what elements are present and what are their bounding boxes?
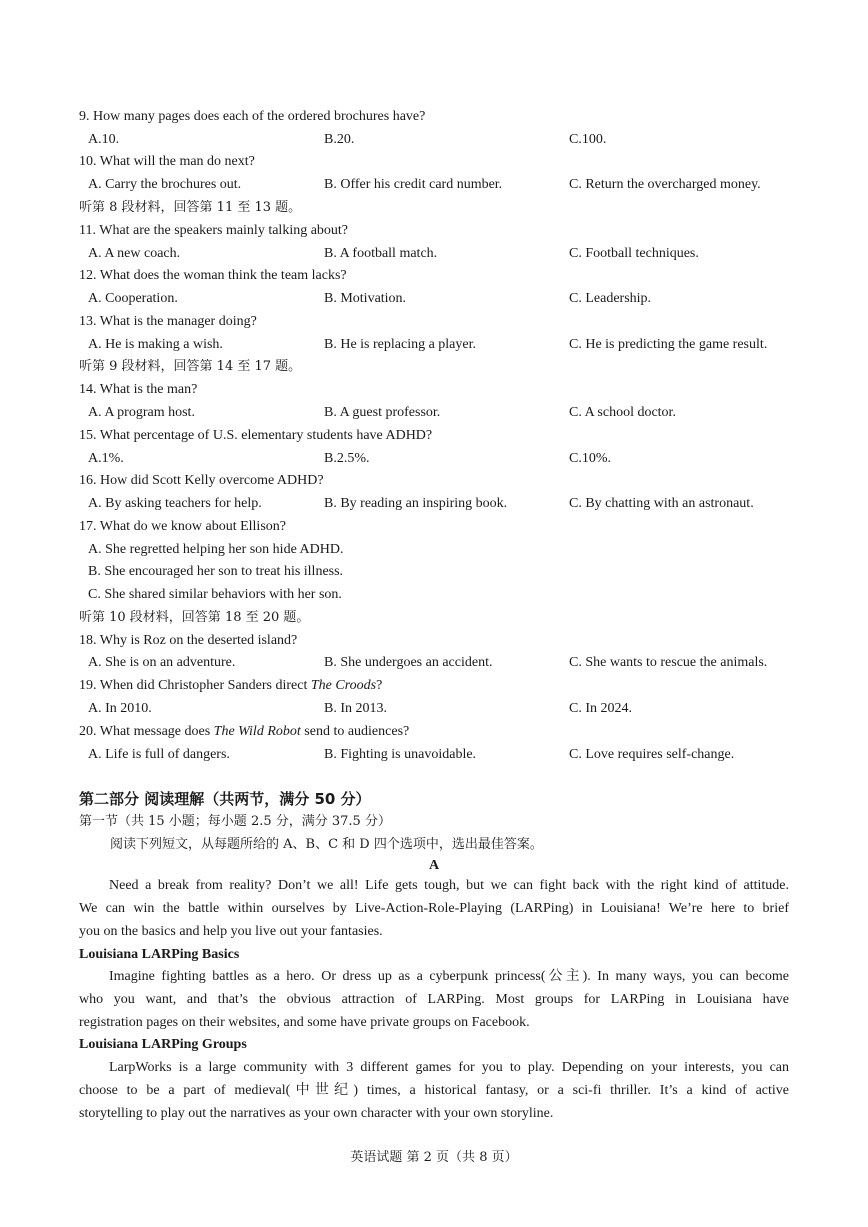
question-12: 12. What does the woman think the team lacks? bbox=[79, 268, 347, 283]
option-11c: C. Football techniques. bbox=[569, 246, 699, 261]
option-18a: A. She is on an adventure. bbox=[88, 655, 236, 670]
question-20-end: send to audiences? bbox=[300, 724, 410, 739]
option-18b: B. She undergoes an accident. bbox=[324, 655, 493, 670]
reading-instruction: 阅读下列短文，从每题所给的 A、B、C 和 D 四个选项中，选出最佳答案。 bbox=[110, 837, 543, 852]
option-17a: A. She regretted helping her son hide ADHD. bbox=[88, 542, 344, 557]
paragraph-3-line-2: choose to be a part of medieval(中世纪) times, a historical fantasy, or a sci-fi thriller. It’s a kind of active bbox=[79, 1083, 789, 1098]
option-17c: C. She shared similar behaviors with her son. bbox=[88, 587, 342, 602]
option-13c: C. He is predicting the game result. bbox=[569, 337, 768, 352]
question-14: 14. What is the man? bbox=[79, 382, 198, 397]
option-12a: A. Cooperation. bbox=[88, 291, 178, 306]
paragraph-1-line-3: you on the basics and help you live out your fantasies. bbox=[79, 924, 383, 939]
subheading-basics: Louisiana LARPing Basics bbox=[79, 947, 240, 962]
option-10a: A. Carry the brochures out. bbox=[88, 177, 242, 192]
option-15b: B.2.5%. bbox=[324, 451, 370, 466]
paragraph-3-line-3: storytelling to play out the narratives as your own character with your own storyline. bbox=[79, 1106, 554, 1121]
option-20b: B. Fighting is unavoidable. bbox=[324, 747, 477, 762]
option-14c: C. A school doctor. bbox=[569, 405, 676, 420]
option-10b: B. Offer his credit card number. bbox=[324, 177, 503, 192]
question-18: 18. Why is Roz on the deserted island? bbox=[79, 633, 298, 648]
question-19-end: ? bbox=[376, 678, 383, 693]
question-16: 16. How did Scott Kelly overcome ADHD? bbox=[79, 473, 324, 488]
option-18c: C. She wants to rescue the animals. bbox=[569, 655, 768, 670]
question-15: 15. What percentage of U.S. elementary students have ADHD? bbox=[79, 428, 433, 443]
option-20c: C. Love requires self-change. bbox=[569, 747, 735, 762]
question-19-text: 19. When did Christopher Sanders direct bbox=[79, 678, 311, 693]
option-12c: C. Leadership. bbox=[569, 291, 652, 306]
option-19b: B. In 2013. bbox=[324, 701, 387, 716]
option-9a: A.10. bbox=[88, 132, 120, 147]
question-20-title: The Wild Robot bbox=[213, 724, 301, 739]
option-16c: C. By chatting with an astronaut. bbox=[569, 496, 754, 511]
material-10-instruction: 听第 10 段材料，回答第 18 至 20 题。 bbox=[79, 610, 310, 625]
option-20a: A. Life is full of dangers. bbox=[88, 747, 230, 762]
option-16a: A. By asking teachers for help. bbox=[88, 496, 262, 511]
question-17: 17. What do we know about Ellison? bbox=[79, 519, 286, 534]
question-11: 11. What are the speakers mainly talking about? bbox=[79, 223, 349, 238]
passage-label: A bbox=[428, 858, 440, 873]
option-14a: A. A program host. bbox=[88, 405, 195, 420]
question-19-title: The Croods bbox=[310, 678, 377, 693]
question-19 bbox=[79, 677, 382, 695]
option-13a: A. He is making a wish. bbox=[88, 337, 223, 352]
option-11a: A. A new coach. bbox=[88, 246, 181, 261]
question-13: 13. What is the manager doing? bbox=[79, 314, 257, 329]
question-9: 9. How many pages does each of the ordered brochures have? bbox=[79, 109, 426, 124]
option-12b: B. Motivation. bbox=[324, 291, 407, 306]
material-9-instruction: 听第 9 段材料，回答第 14 至 17 题。 bbox=[79, 359, 302, 374]
paragraph-2-line-3: registration pages on their websites, and some have private groups on Facebook. bbox=[79, 1015, 530, 1030]
option-17b: B. She encouraged her son to treat his illness. bbox=[88, 564, 344, 579]
option-13b: B. He is replacing a player. bbox=[324, 337, 477, 352]
option-10c: C. Return the overcharged money. bbox=[569, 177, 761, 192]
paragraph-1-line-2: We can win the battle within ourselves by Live-Action-Role-Playing (LARPing) in Louisiana! We’re here to brief bbox=[79, 901, 789, 916]
option-16b: B. By reading an inspiring book. bbox=[324, 496, 508, 511]
section-one-title: 第一节（共 15 小题；每小题 2.5 分，满分 37.5 分） bbox=[79, 814, 391, 829]
paragraph-1-line-1: Need a break from reality? Don’t we all! Life gets tough, but we can fight back with the right kind of attitude. bbox=[109, 878, 789, 893]
page-footer: 英语试题 第 2 页（共 8 页） bbox=[350, 1150, 518, 1165]
option-11b: B. A football match. bbox=[324, 246, 438, 261]
paragraph-3-line-1: LarpWorks is a large community with 3 different games for you to play. Depending on your interests, you can bbox=[109, 1060, 789, 1075]
question-20 bbox=[79, 723, 409, 741]
option-14b: B. A guest professor. bbox=[324, 405, 441, 420]
paragraph-2-line-1: Imagine fighting battles as a hero. Or dress up as a cyberpunk princess(公主). In many ways, you can become bbox=[109, 969, 789, 984]
option-15c: C.10%. bbox=[569, 451, 611, 466]
subheading-groups: Louisiana LARPing Groups bbox=[79, 1037, 247, 1052]
option-19a: A. In 2010. bbox=[88, 701, 152, 716]
question-20-text: 20. What message does bbox=[79, 724, 214, 739]
option-15a: A.1%. bbox=[88, 451, 124, 466]
option-9b: B.20. bbox=[324, 132, 355, 147]
part-two-title: 第二部分 阅读理解（共两节，满分 50 分） bbox=[79, 790, 371, 808]
material-8-instruction: 听第 8 段材料，回答第 11 至 13 题。 bbox=[79, 200, 302, 215]
option-19c: C. In 2024. bbox=[569, 701, 632, 716]
option-9c: C.100. bbox=[569, 132, 607, 147]
paragraph-2-line-2: who you want, and that’s the obvious attraction of LARPing. Most groups for LARPing in Louisiana have bbox=[79, 992, 789, 1007]
question-10: 10. What will the man do next? bbox=[79, 154, 255, 169]
